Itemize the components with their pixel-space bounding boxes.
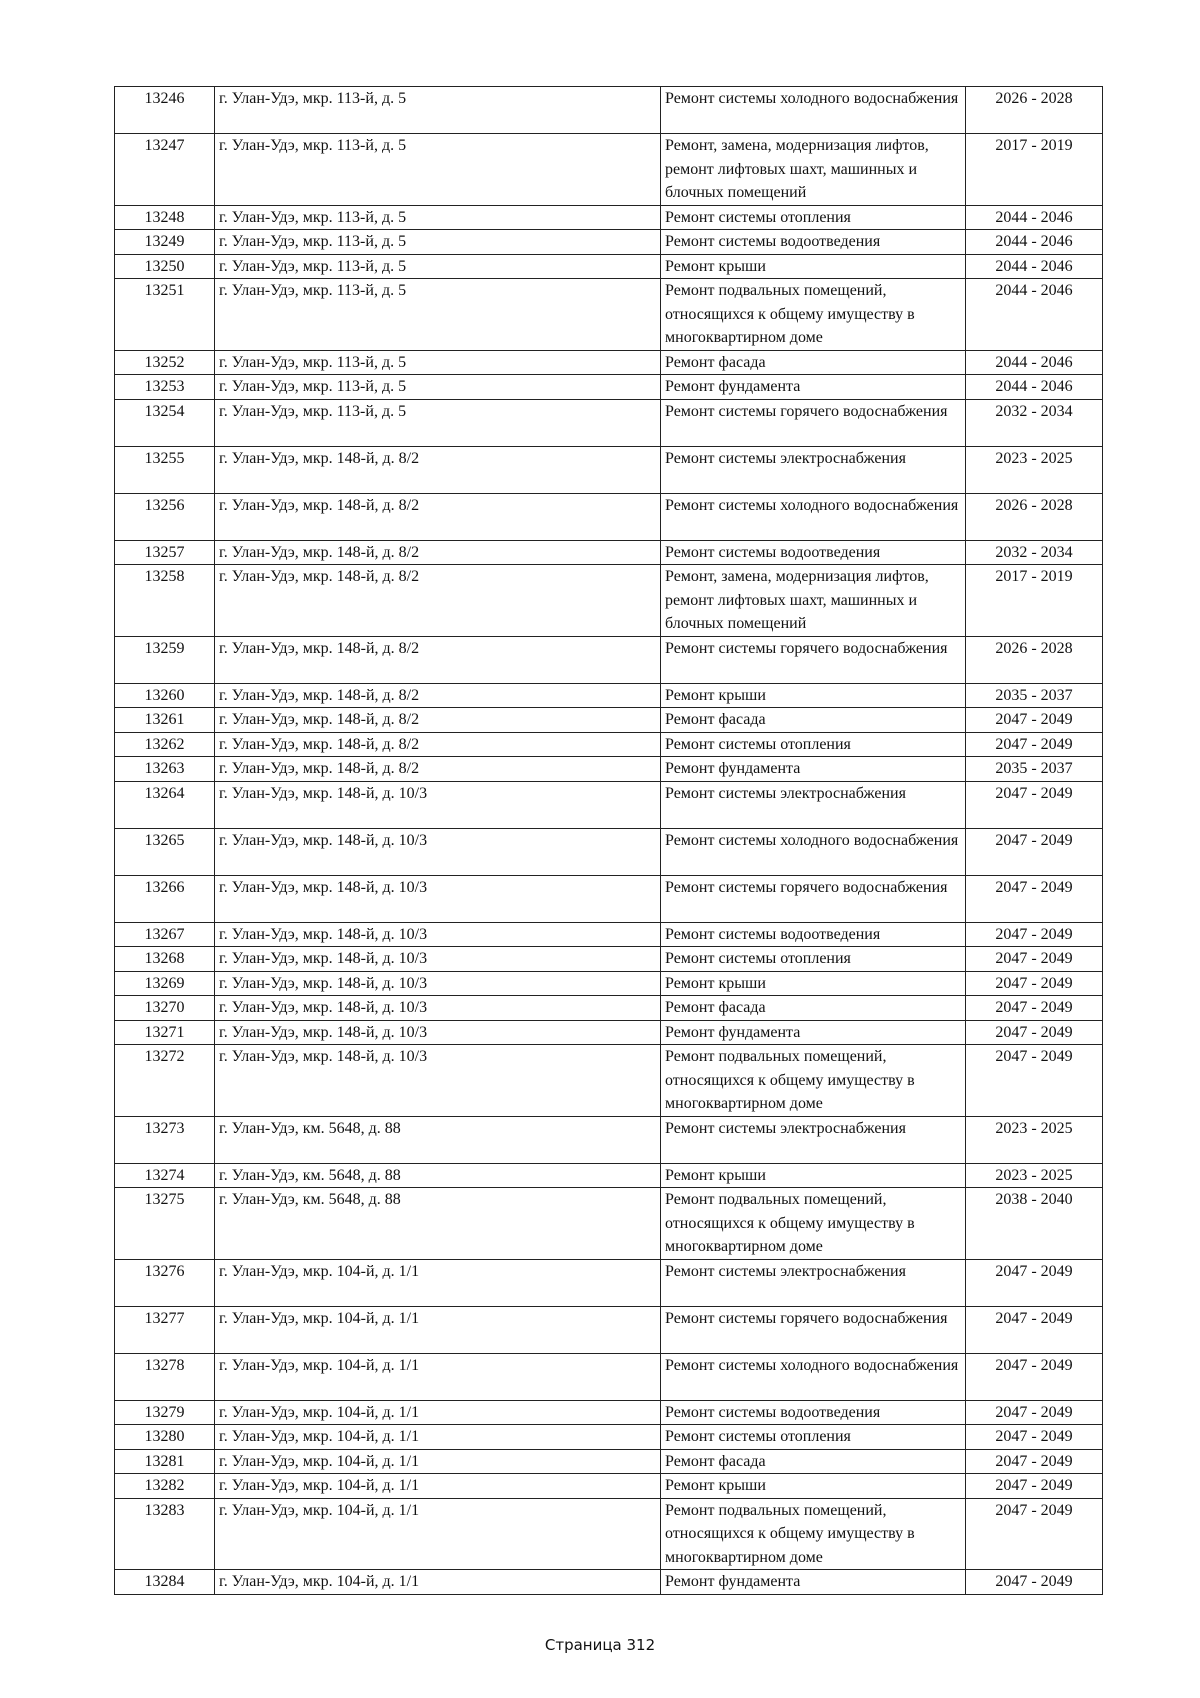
row-work-type: Ремонт фасада <box>661 996 966 1021</box>
row-period: 2026 - 2028 <box>966 493 1103 540</box>
row-work-type: Ремонт фундамента <box>661 375 966 400</box>
row-work-type: Ремонт фундамента <box>661 757 966 782</box>
row-work-type: Ремонт системы холодного водоснабжения <box>661 1353 966 1400</box>
row-number: 13270 <box>115 996 215 1021</box>
row-work-type: Ремонт системы электроснабжения <box>661 1116 966 1163</box>
row-number: 13259 <box>115 636 215 683</box>
row-period: 2047 - 2049 <box>966 1020 1103 1045</box>
row-number: 13282 <box>115 1474 215 1499</box>
row-number: 13268 <box>115 947 215 972</box>
row-address: г. Улан-Удэ, мкр. 113-й, д. 5 <box>215 205 661 230</box>
row-address: г. Улан-Удэ, мкр. 148-й, д. 10/3 <box>215 1045 661 1117</box>
row-period: 2026 - 2028 <box>966 636 1103 683</box>
row-period: 2044 - 2046 <box>966 230 1103 255</box>
row-number: 13256 <box>115 493 215 540</box>
row-work-type: Ремонт системы горячего водоснабжения <box>661 875 966 922</box>
table-row <box>115 493 1103 540</box>
row-period: 2023 - 2025 <box>966 1163 1103 1188</box>
table-row <box>115 279 1103 351</box>
row-period: 2047 - 2049 <box>966 1400 1103 1425</box>
row-number: 13279 <box>115 1400 215 1425</box>
table-row <box>115 399 1103 446</box>
table-row <box>115 1116 1103 1163</box>
row-address: г. Улан-Удэ, мкр. 148-й, д. 10/3 <box>215 875 661 922</box>
row-number: 13251 <box>115 279 215 351</box>
table-row <box>115 134 1103 206</box>
row-number: 13273 <box>115 1116 215 1163</box>
row-number: 13284 <box>115 1570 215 1595</box>
row-period: 2047 - 2049 <box>966 1306 1103 1353</box>
row-address: г. Улан-Удэ, мкр. 148-й, д. 8/2 <box>215 708 661 733</box>
row-address: г. Улан-Удэ, мкр. 104-й, д. 1/1 <box>215 1570 661 1595</box>
row-work-type: Ремонт системы электроснабжения <box>661 446 966 493</box>
row-period: 2047 - 2049 <box>966 1425 1103 1450</box>
row-address: г. Улан-Удэ, мкр. 104-й, д. 1/1 <box>215 1474 661 1499</box>
row-address: г. Улан-Удэ, мкр. 148-й, д. 8/2 <box>215 683 661 708</box>
row-address: г. Улан-Удэ, мкр. 104-й, д. 1/1 <box>215 1306 661 1353</box>
row-address: г. Улан-Удэ, мкр. 148-й, д. 8/2 <box>215 493 661 540</box>
row-address: г. Улан-Удэ, км. 5648, д. 88 <box>215 1163 661 1188</box>
row-number: 13277 <box>115 1306 215 1353</box>
table-row <box>115 828 1103 875</box>
row-address: г. Улан-Удэ, мкр. 148-й, д. 8/2 <box>215 636 661 683</box>
row-address: г. Улан-Удэ, км. 5648, д. 88 <box>215 1116 661 1163</box>
table-row <box>115 254 1103 279</box>
row-period: 2023 - 2025 <box>966 446 1103 493</box>
page-number: Страница 312 <box>544 1636 656 1654</box>
table-row <box>115 636 1103 683</box>
row-work-type: Ремонт системы водоотведения <box>661 540 966 565</box>
row-work-type: Ремонт системы горячего водоснабжения <box>661 399 966 446</box>
row-work-type: Ремонт системы отопления <box>661 1425 966 1450</box>
row-address: г. Улан-Удэ, мкр. 148-й, д. 10/3 <box>215 947 661 972</box>
table-row <box>115 375 1103 400</box>
row-number: 13263 <box>115 757 215 782</box>
row-period: 2047 - 2049 <box>966 1570 1103 1595</box>
table-row <box>115 757 1103 782</box>
row-work-type: Ремонт системы водоотведения <box>661 230 966 255</box>
table-row <box>115 996 1103 1021</box>
row-work-type: Ремонт системы холодного водоснабжения <box>661 493 966 540</box>
row-address: г. Улан-Удэ, км. 5648, д. 88 <box>215 1188 661 1260</box>
row-address: г. Улан-Удэ, мкр. 113-й, д. 5 <box>215 375 661 400</box>
row-work-type: Ремонт системы холодного водоснабжения <box>661 828 966 875</box>
table-body <box>115 87 1103 1595</box>
row-work-type: Ремонт крыши <box>661 971 966 996</box>
row-work-type: Ремонт крыши <box>661 1474 966 1499</box>
row-period: 2026 - 2028 <box>966 87 1103 134</box>
row-address: г. Улан-Удэ, мкр. 113-й, д. 5 <box>215 399 661 446</box>
row-number: 13247 <box>115 134 215 206</box>
row-address: г. Улан-Удэ, мкр. 104-й, д. 1/1 <box>215 1425 661 1450</box>
row-address: г. Улан-Удэ, мкр. 113-й, д. 5 <box>215 87 661 134</box>
row-work-type: Ремонт системы электроснабжения <box>661 781 966 828</box>
row-work-type: Ремонт крыши <box>661 254 966 279</box>
table-row <box>115 1400 1103 1425</box>
table-row <box>115 350 1103 375</box>
row-work-type: Ремонт фасада <box>661 1449 966 1474</box>
row-work-type: Ремонт системы горячего водоснабжения <box>661 1306 966 1353</box>
row-period: 2017 - 2019 <box>966 134 1103 206</box>
table-row <box>115 1020 1103 1045</box>
row-work-type: Ремонт фасада <box>661 350 966 375</box>
row-number: 13260 <box>115 683 215 708</box>
row-period: 2044 - 2046 <box>966 375 1103 400</box>
row-address: г. Улан-Удэ, мкр. 148-й, д. 10/3 <box>215 996 661 1021</box>
row-address: г. Улан-Удэ, мкр. 104-й, д. 1/1 <box>215 1449 661 1474</box>
row-work-type: Ремонт фундамента <box>661 1570 966 1595</box>
row-work-type: Ремонт системы отопления <box>661 947 966 972</box>
row-address: г. Улан-Удэ, мкр. 104-й, д. 1/1 <box>215 1353 661 1400</box>
row-address: г. Улан-Удэ, мкр. 113-й, д. 5 <box>215 279 661 351</box>
table-row <box>115 1498 1103 1570</box>
row-address: г. Улан-Удэ, мкр. 148-й, д. 10/3 <box>215 781 661 828</box>
row-number: 13253 <box>115 375 215 400</box>
table-row <box>115 922 1103 947</box>
row-number: 13280 <box>115 1425 215 1450</box>
row-number: 13262 <box>115 732 215 757</box>
row-work-type: Ремонт крыши <box>661 683 966 708</box>
table-row <box>115 1188 1103 1260</box>
row-address: г. Улан-Удэ, мкр. 148-й, д. 8/2 <box>215 732 661 757</box>
table-row <box>115 781 1103 828</box>
table-row <box>115 1306 1103 1353</box>
row-number: 13246 <box>115 87 215 134</box>
row-period: 2047 - 2049 <box>966 1449 1103 1474</box>
row-period: 2017 - 2019 <box>966 565 1103 637</box>
row-address: г. Улан-Удэ, мкр. 104-й, д. 1/1 <box>215 1400 661 1425</box>
row-period: 2047 - 2049 <box>966 971 1103 996</box>
table-row <box>115 971 1103 996</box>
row-address: г. Улан-Удэ, мкр. 113-й, д. 5 <box>215 230 661 255</box>
row-address: г. Улан-Удэ, мкр. 104-й, д. 1/1 <box>215 1498 661 1570</box>
row-period: 2047 - 2049 <box>966 947 1103 972</box>
repair-schedule-table <box>114 86 1103 1595</box>
row-address: г. Улан-Удэ, мкр. 148-й, д. 8/2 <box>215 565 661 637</box>
row-number: 13252 <box>115 350 215 375</box>
row-number: 13254 <box>115 399 215 446</box>
row-work-type: Ремонт подвальных помещений, относящихся к общему имуществу в многоквартирном доме <box>661 1188 966 1260</box>
table-row <box>115 205 1103 230</box>
table-row <box>115 87 1103 134</box>
row-period: 2035 - 2037 <box>966 757 1103 782</box>
row-work-type: Ремонт подвальных помещений, относящихся к общему имуществу в многоквартирном доме <box>661 279 966 351</box>
table-row <box>115 1449 1103 1474</box>
row-period: 2047 - 2049 <box>966 1498 1103 1570</box>
row-number: 13258 <box>115 565 215 637</box>
table-row <box>115 1570 1103 1595</box>
table-row <box>115 875 1103 922</box>
row-period: 2044 - 2046 <box>966 205 1103 230</box>
row-address: г. Улан-Удэ, мкр. 148-й, д. 8/2 <box>215 757 661 782</box>
row-number: 13255 <box>115 446 215 493</box>
row-work-type: Ремонт, замена, модернизация лифтов, ремонт лифтовых шахт, машинных и блочных помещений <box>661 134 966 206</box>
table-row <box>115 947 1103 972</box>
row-address: г. Улан-Удэ, мкр. 104-й, д. 1/1 <box>215 1259 661 1306</box>
table-row <box>115 230 1103 255</box>
row-period: 2023 - 2025 <box>966 1116 1103 1163</box>
row-work-type: Ремонт подвальных помещений, относящихся к общему имуществу в многоквартирном доме <box>661 1045 966 1117</box>
row-address: г. Улан-Удэ, мкр. 148-й, д. 10/3 <box>215 828 661 875</box>
row-period: 2032 - 2034 <box>966 399 1103 446</box>
row-period: 2047 - 2049 <box>966 732 1103 757</box>
table-row <box>115 565 1103 637</box>
row-number: 13264 <box>115 781 215 828</box>
row-period: 2047 - 2049 <box>966 996 1103 1021</box>
row-period: 2035 - 2037 <box>966 683 1103 708</box>
row-period: 2044 - 2046 <box>966 350 1103 375</box>
row-work-type: Ремонт фундамента <box>661 1020 966 1045</box>
table-row <box>115 540 1103 565</box>
row-period: 2047 - 2049 <box>966 708 1103 733</box>
row-number: 13249 <box>115 230 215 255</box>
row-number: 13269 <box>115 971 215 996</box>
row-number: 13275 <box>115 1188 215 1260</box>
row-address: г. Улан-Удэ, мкр. 148-й, д. 10/3 <box>215 1020 661 1045</box>
row-number: 13281 <box>115 1449 215 1474</box>
row-number: 13283 <box>115 1498 215 1570</box>
table-row <box>115 1425 1103 1450</box>
table-row <box>115 1045 1103 1117</box>
table-row <box>115 1353 1103 1400</box>
row-number: 13278 <box>115 1353 215 1400</box>
row-number: 13257 <box>115 540 215 565</box>
table-row <box>115 1259 1103 1306</box>
row-address: г. Улан-Удэ, мкр. 113-й, д. 5 <box>215 254 661 279</box>
row-number: 13274 <box>115 1163 215 1188</box>
row-work-type: Ремонт системы холодного водоснабжения <box>661 87 966 134</box>
row-work-type: Ремонт системы электроснабжения <box>661 1259 966 1306</box>
row-work-type: Ремонт подвальных помещений, относящихся к общему имуществу в многоквартирном доме <box>661 1498 966 1570</box>
row-period: 2038 - 2040 <box>966 1188 1103 1260</box>
row-address: г. Улан-Удэ, мкр. 148-й, д. 10/3 <box>215 922 661 947</box>
row-period: 2047 - 2049 <box>966 781 1103 828</box>
row-number: 13267 <box>115 922 215 947</box>
table-row <box>115 708 1103 733</box>
table-row <box>115 732 1103 757</box>
row-work-type: Ремонт системы отопления <box>661 732 966 757</box>
row-period: 2047 - 2049 <box>966 1474 1103 1499</box>
table-row <box>115 1474 1103 1499</box>
row-number: 13266 <box>115 875 215 922</box>
row-work-type: Ремонт системы водоотведения <box>661 922 966 947</box>
table-row <box>115 446 1103 493</box>
row-period: 2047 - 2049 <box>966 1259 1103 1306</box>
row-number: 13248 <box>115 205 215 230</box>
row-number: 13261 <box>115 708 215 733</box>
row-period: 2047 - 2049 <box>966 828 1103 875</box>
row-number: 13271 <box>115 1020 215 1045</box>
row-period: 2032 - 2034 <box>966 540 1103 565</box>
row-address: г. Улан-Удэ, мкр. 148-й, д. 8/2 <box>215 446 661 493</box>
row-address: г. Улан-Удэ, мкр. 148-й, д. 8/2 <box>215 540 661 565</box>
row-work-type: Ремонт системы водоотведения <box>661 1400 966 1425</box>
row-work-type: Ремонт, замена, модернизация лифтов, ремонт лифтовых шахт, машинных и блочных помещений <box>661 565 966 637</box>
row-work-type: Ремонт системы горячего водоснабжения <box>661 636 966 683</box>
row-work-type: Ремонт системы отопления <box>661 205 966 230</box>
row-period: 2047 - 2049 <box>966 1045 1103 1117</box>
row-address: г. Улан-Удэ, мкр. 113-й, д. 5 <box>215 134 661 206</box>
table-row <box>115 1163 1103 1188</box>
row-number: 13272 <box>115 1045 215 1117</box>
row-period: 2044 - 2046 <box>966 279 1103 351</box>
row-period: 2044 - 2046 <box>966 254 1103 279</box>
row-period: 2047 - 2049 <box>966 922 1103 947</box>
row-number: 13276 <box>115 1259 215 1306</box>
row-address: г. Улан-Удэ, мкр. 148-й, д. 10/3 <box>215 971 661 996</box>
row-number: 13265 <box>115 828 215 875</box>
table-row <box>115 683 1103 708</box>
row-period: 2047 - 2049 <box>966 875 1103 922</box>
row-period: 2047 - 2049 <box>966 1353 1103 1400</box>
row-work-type: Ремонт крыши <box>661 1163 966 1188</box>
row-work-type: Ремонт фасада <box>661 708 966 733</box>
row-address: г. Улан-Удэ, мкр. 113-й, д. 5 <box>215 350 661 375</box>
row-number: 13250 <box>115 254 215 279</box>
